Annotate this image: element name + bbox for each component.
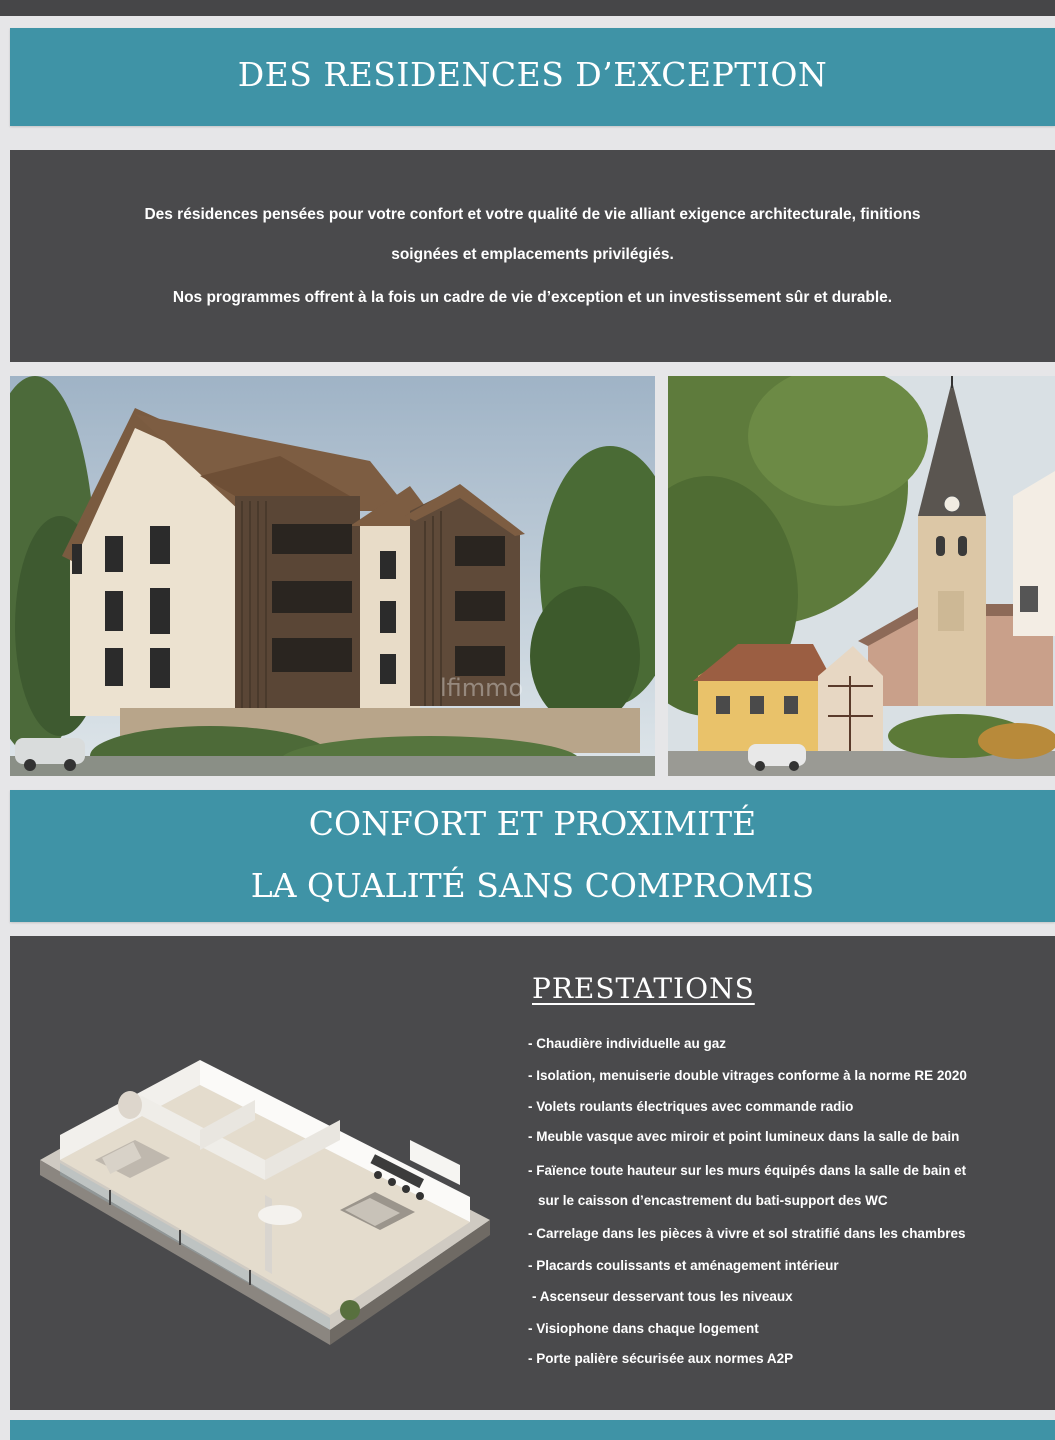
- intro-line-3: Nos programmes offrent à la fois un cadre de vie d’exception et un investissement sûr et durable.: [172, 289, 893, 306]
- prestation-item: - Isolation, menuiserie double vitrages conforme à la norme RE 2020: [528, 1068, 967, 1083]
- church-photo: [668, 376, 1055, 776]
- top-dark-strip: [0, 0, 1055, 16]
- tagline-line-1: CONFORT ET PROXIMITÉ: [308, 804, 757, 843]
- intro-panel: [10, 150, 1055, 362]
- intro-line-2: soignées et emplacements privilégiés.: [391, 246, 674, 263]
- header-band: [10, 28, 1055, 126]
- tagline-line-2: LA QUALITÉ SANS COMPROMIS: [250, 866, 815, 905]
- prestation-item: - Carrelage dans les pièces à vivre et sol stratifié dans les chambres: [528, 1226, 966, 1241]
- page-title: DES RESIDENCES D’EXCEPTION: [237, 55, 828, 94]
- bottom-teal-strip: [10, 1420, 1055, 1440]
- prestation-item: - Placards coulissants et aménagement intérieur: [528, 1258, 839, 1273]
- prestation-item: - Faïence toute hauteur sur les murs équipés dans la salle de bain et: [528, 1163, 967, 1178]
- building-photo: [10, 376, 655, 776]
- prestation-item: - Chaudière individuelle au gaz: [528, 1036, 727, 1051]
- apartment-3d-plan: [40, 1000, 500, 1370]
- prestation-item: - Ascenseur desservant tous les niveaux: [532, 1289, 793, 1304]
- prestation-item: - Volets roulants électriques avec commande radio: [528, 1099, 854, 1114]
- prestation-item: - Porte palière sécurisée aux normes A2P: [528, 1351, 794, 1366]
- prestation-item-continuation: sur le caisson d’encastrement du bati-support des WC: [538, 1193, 888, 1208]
- tagline-band: [10, 790, 1055, 922]
- prestations-title: PRESTATIONS: [532, 972, 755, 1005]
- prestation-item: - Meuble vasque avec miroir et point lumineux dans la salle de bain: [528, 1129, 960, 1144]
- prestation-item: - Visiophone dans chaque logement: [528, 1321, 759, 1336]
- prestations-panel: [10, 936, 1055, 1410]
- photo-watermark: lfimmo: [440, 674, 524, 702]
- intro-line-1: Des résidences pensées pour votre confort et votre qualité de vie alliant exigence architecturale, finitions: [144, 206, 921, 223]
